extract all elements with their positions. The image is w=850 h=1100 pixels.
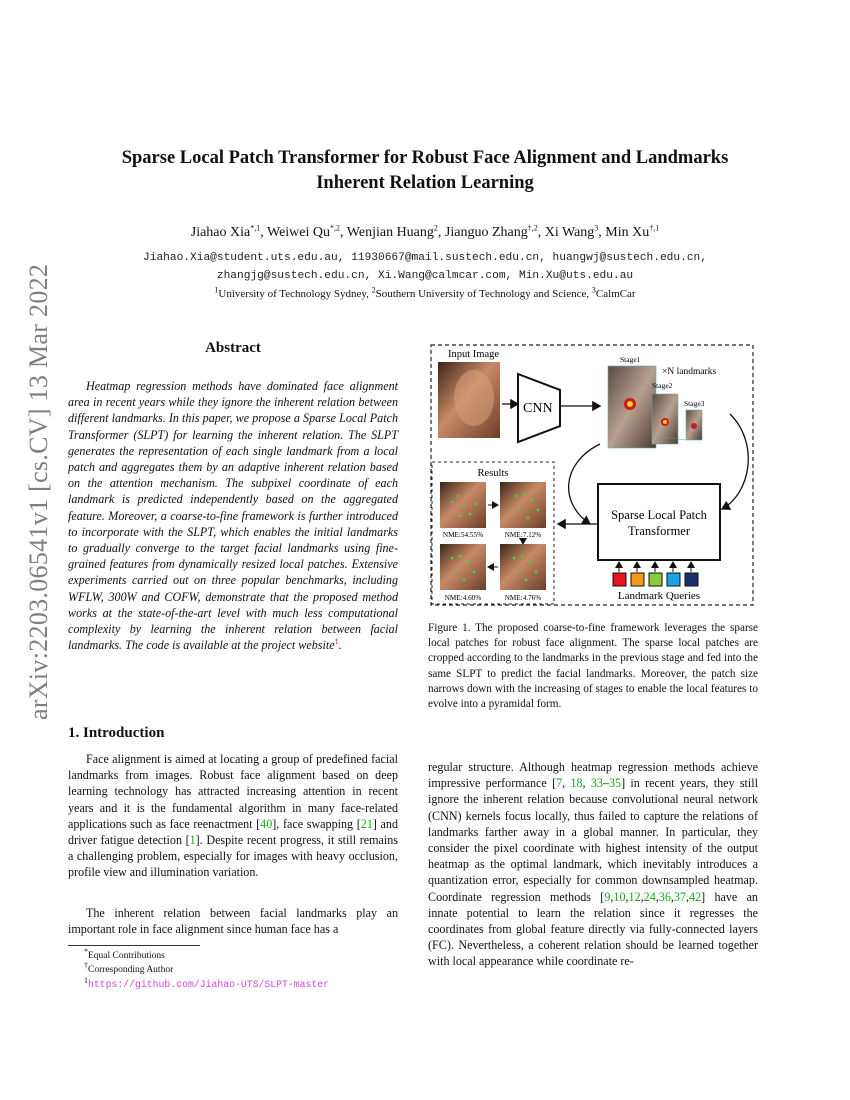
affil-sup: 2	[371, 285, 376, 295]
footnote-corresponding	[84, 960, 174, 975]
query-token-3	[649, 573, 662, 586]
abstract-text	[68, 378, 398, 653]
footnote-mark: †	[84, 960, 88, 970]
paper-title	[60, 146, 790, 196]
text-run: Face alignment is aimed at locating a group of predefined facial landmarks from images. Robust face alignment based on deep learning technology has attracted increasing attention in recent years and it is the fundamental algorithm in many face-related applications such as face reenactment [	[68, 752, 398, 831]
nme-label-4: NME:4.76%	[504, 594, 542, 602]
author-sup: 2	[433, 223, 438, 233]
results-label: Results	[477, 468, 509, 479]
affiliation: Southern University of Technology and Science,	[375, 288, 592, 300]
project-url-link[interactable]: https://github.com/Jiahao-UTS/SLPT-master	[88, 979, 330, 990]
citation-link[interactable]: 35	[609, 776, 622, 791]
footnote-url	[84, 975, 330, 990]
citation-link[interactable]: 33	[590, 776, 603, 791]
stage1-landmark-center	[627, 401, 633, 407]
result-image-2	[500, 482, 546, 528]
slpt-label-line-2: Transformer	[627, 524, 691, 538]
nme-label-3: NME:4.60%	[444, 594, 482, 602]
affil-sup: 3	[591, 285, 596, 295]
arrow-to-slpt	[722, 414, 748, 509]
cnn-label: CNN	[523, 401, 553, 416]
citation-link[interactable]: 18	[570, 776, 583, 791]
author: Weiwei Qu	[266, 225, 331, 240]
emails-line-1: Jiahao.Xia@student.uts.edu.au, 11930667@mail.sustech.edu.cn, huangwj@sustech.edu.cn,	[143, 252, 707, 264]
title-line-1: Sparse Local Patch Transformer for Robust Face Alignment and Landmarks	[121, 148, 729, 168]
footnote-text: Corresponding Author	[88, 965, 174, 975]
query-token-5	[685, 573, 698, 586]
citation-link[interactable]: 37	[673, 889, 686, 904]
citation-link[interactable]: 7	[556, 776, 563, 791]
landmark-queries-label: Landmark Queries	[617, 590, 701, 602]
author: Jiahao Xia	[190, 225, 251, 240]
author: Jianguo Zhang	[444, 225, 528, 240]
right-column-paragraph: regular structure. Although heatmap regression methods achieve impressive performance [7, 18, 33–35] in recent years, they still ignore the inherent relation because convolutional neural network (CNN) kernels focus locally, thus failed to capture the relations of landmarks farther away in a global manner. In particular, they consider the pixel coordinate with highest intensity of the output heatmap as the optimal landmark, which inevitably introduces a quantization error, especially for common downsampled heatmap. Coordinate regression methods [9,10,12,24,36,37,42] have an innate potential to learn the relation since it regresses the coordinates from global feature directly via fully-connected layers (FC). Nevertheless, a coherent relation should be learned together with local appearance while coordinate re-	[428, 760, 758, 969]
result-image-3	[440, 544, 486, 590]
citation-link[interactable]: 12	[628, 889, 641, 904]
text-run: ] have an innate potential to learn the relation since it regresses the coordinates from global feature directly via fully-connected layers (FC). Nevertheless, a coherent relation should be learned together with local appearance while coordinate re-	[428, 889, 758, 969]
figure-1-framework	[430, 344, 754, 606]
stage2-label: Stage2	[652, 381, 673, 390]
text-run: ], face swapping [	[272, 816, 361, 831]
stage3-label: Stage3	[684, 399, 705, 408]
intro-paragraph-1	[68, 751, 398, 881]
footnote-link[interactable]: 1	[334, 637, 339, 647]
author-list: Jiahao Xia$^{*,1}$, Weiwei $Qu^{*,2}$, Wenjian Huang$^2$, Jianguo Zhang$^{\dagger,2}$, Xi Wang$^3$, Min $Xu^{\dagger,1}$	[190, 223, 660, 240]
intro-paragraph-2: The inherent relation between facial landmarks play an important role in face alignment since human face has a	[68, 906, 398, 937]
footnote-divider	[68, 945, 200, 946]
author: Xi Wang	[544, 225, 595, 240]
text-run: ] in recent years, they still ignore the inherent relation because convolutional neural network (CNN) kernels focus locally, thus failed to capture the relations of landmarks farther away in a global manner. In particular, they consider the pixel coordinate with highest intensity of the output heatmap as the optimal landmark, which inevitably introduces a quantization error, especially for common downsampled heatmap. Coordinate regression methods [	[428, 776, 758, 904]
citation-link[interactable]: 1	[189, 833, 196, 848]
result-image-4	[500, 544, 546, 590]
emails-line-2: zhangjg@sustech.edu.cn, Xi.Wang@calmcar.com, Min.Xu@uts.edu.au	[216, 270, 634, 282]
citation-link[interactable]: 42	[689, 889, 702, 904]
abstract-end: .	[338, 638, 342, 653]
arrow-back-loop	[569, 444, 600, 524]
figure-1-caption: Figure 1. The proposed coarse-to-fine framework leverages the sparse local patches for robust face alignment. The sparse local patches are cropped according to the landmarks in the previous stage and fed into the same SLPT to predict the facial landmarks. Moreover, the patch size narrows down with the increasing of stages to enable the local features to evolve into a pyramidal form.	[428, 622, 758, 711]
n-landmarks-label: ×N landmarks	[662, 367, 717, 377]
footnote-mark: *	[84, 946, 88, 956]
input-image-label: Input Image	[448, 349, 500, 360]
stage3-landmark	[691, 423, 697, 429]
footnote-mark: 1	[84, 975, 88, 985]
query-token-4	[667, 573, 680, 586]
author: Wenjian Huang	[346, 225, 434, 240]
abstract-body: Heatmap regression methods have dominated face alignment area in recent years while they ignore the inherent relation between different landmarks. In this paper, we propose a Sparse Local Patch Transformer (SLPT) for learning the inherent relation. The SLPT generates the representation of each single landmark from a local patch and aggregates them by an adaptive inherent relation based on the attention mechanism. The subpixel coordinate of each landmark is predicted independently based on the aggregated feature. Moreover, a coarse-to-fine framework is further introduced to incorporate with the SLPT, which enables the initial landmarks to gradually converge to the target facial landmarks using fine-grained features from dynamically resized local patches. Extensive experiments carried out on three popular benchmarks, including WFLW, 300W and COFW, demonstrate that the proposed method works at the state-of-the-art level with much less computational complexity by learning the inherent relation between facial landmarks. The code is available at the project website	[68, 379, 398, 653]
author-emails	[40, 249, 810, 285]
face-shape	[454, 370, 494, 426]
citation-link[interactable]: 10	[613, 889, 626, 904]
section-heading-introduction: 1. Introduction	[68, 725, 165, 741]
author-sup: 3	[594, 223, 599, 233]
landmark-queries	[613, 562, 698, 586]
stage2-landmark-center	[663, 420, 667, 424]
query-token-2	[631, 573, 644, 586]
affil-sup: 1	[214, 285, 219, 295]
text-run: ]. Despite recent progress, it still remains a challenging problem, especially for images with heavy occlusion, profile view and illumination variation.	[68, 833, 398, 880]
footnote-equal	[84, 946, 165, 961]
nme-label-2: NME:7.12%	[504, 531, 542, 539]
title-line-2: Inherent Relation Learning	[316, 173, 534, 193]
citation-link[interactable]: 21	[360, 816, 373, 831]
abstract-heading: Abstract	[205, 340, 261, 356]
arxiv-identifier: arXiv:2203.06541v1 [cs.CV] 13 Mar 2022	[24, 263, 53, 720]
nme-label-1: NME:54.55%	[442, 531, 484, 539]
citation-link[interactable]: 24	[643, 889, 656, 904]
text-run: regular structure. Although heatmap regression methods achieve impressive performance [	[428, 760, 758, 791]
citation-link[interactable]: 9	[604, 889, 611, 904]
citation-link[interactable]: 40	[260, 816, 273, 831]
slpt-label-line-1: Sparse Local Patch	[611, 508, 707, 522]
slpt-block	[598, 484, 720, 560]
affiliations	[40, 285, 810, 300]
stage1-label: Stage1	[620, 355, 641, 364]
author-sup: *,2	[330, 223, 341, 233]
author: Min Xu	[605, 225, 650, 240]
query-token-1	[613, 573, 626, 586]
author-sup: †,1	[649, 223, 660, 233]
text-run: ] and driver fatigue detection [	[68, 816, 399, 848]
footnote-text: Equal Contributions	[88, 951, 165, 961]
author-sup: *,1	[250, 223, 261, 233]
affiliation: University of Technology Sydney,	[218, 288, 372, 300]
result-image-1	[440, 482, 486, 528]
citation-link[interactable]: 36	[658, 889, 671, 904]
author-sup: †,2	[527, 223, 538, 233]
affiliation: CalmCar	[595, 288, 636, 300]
